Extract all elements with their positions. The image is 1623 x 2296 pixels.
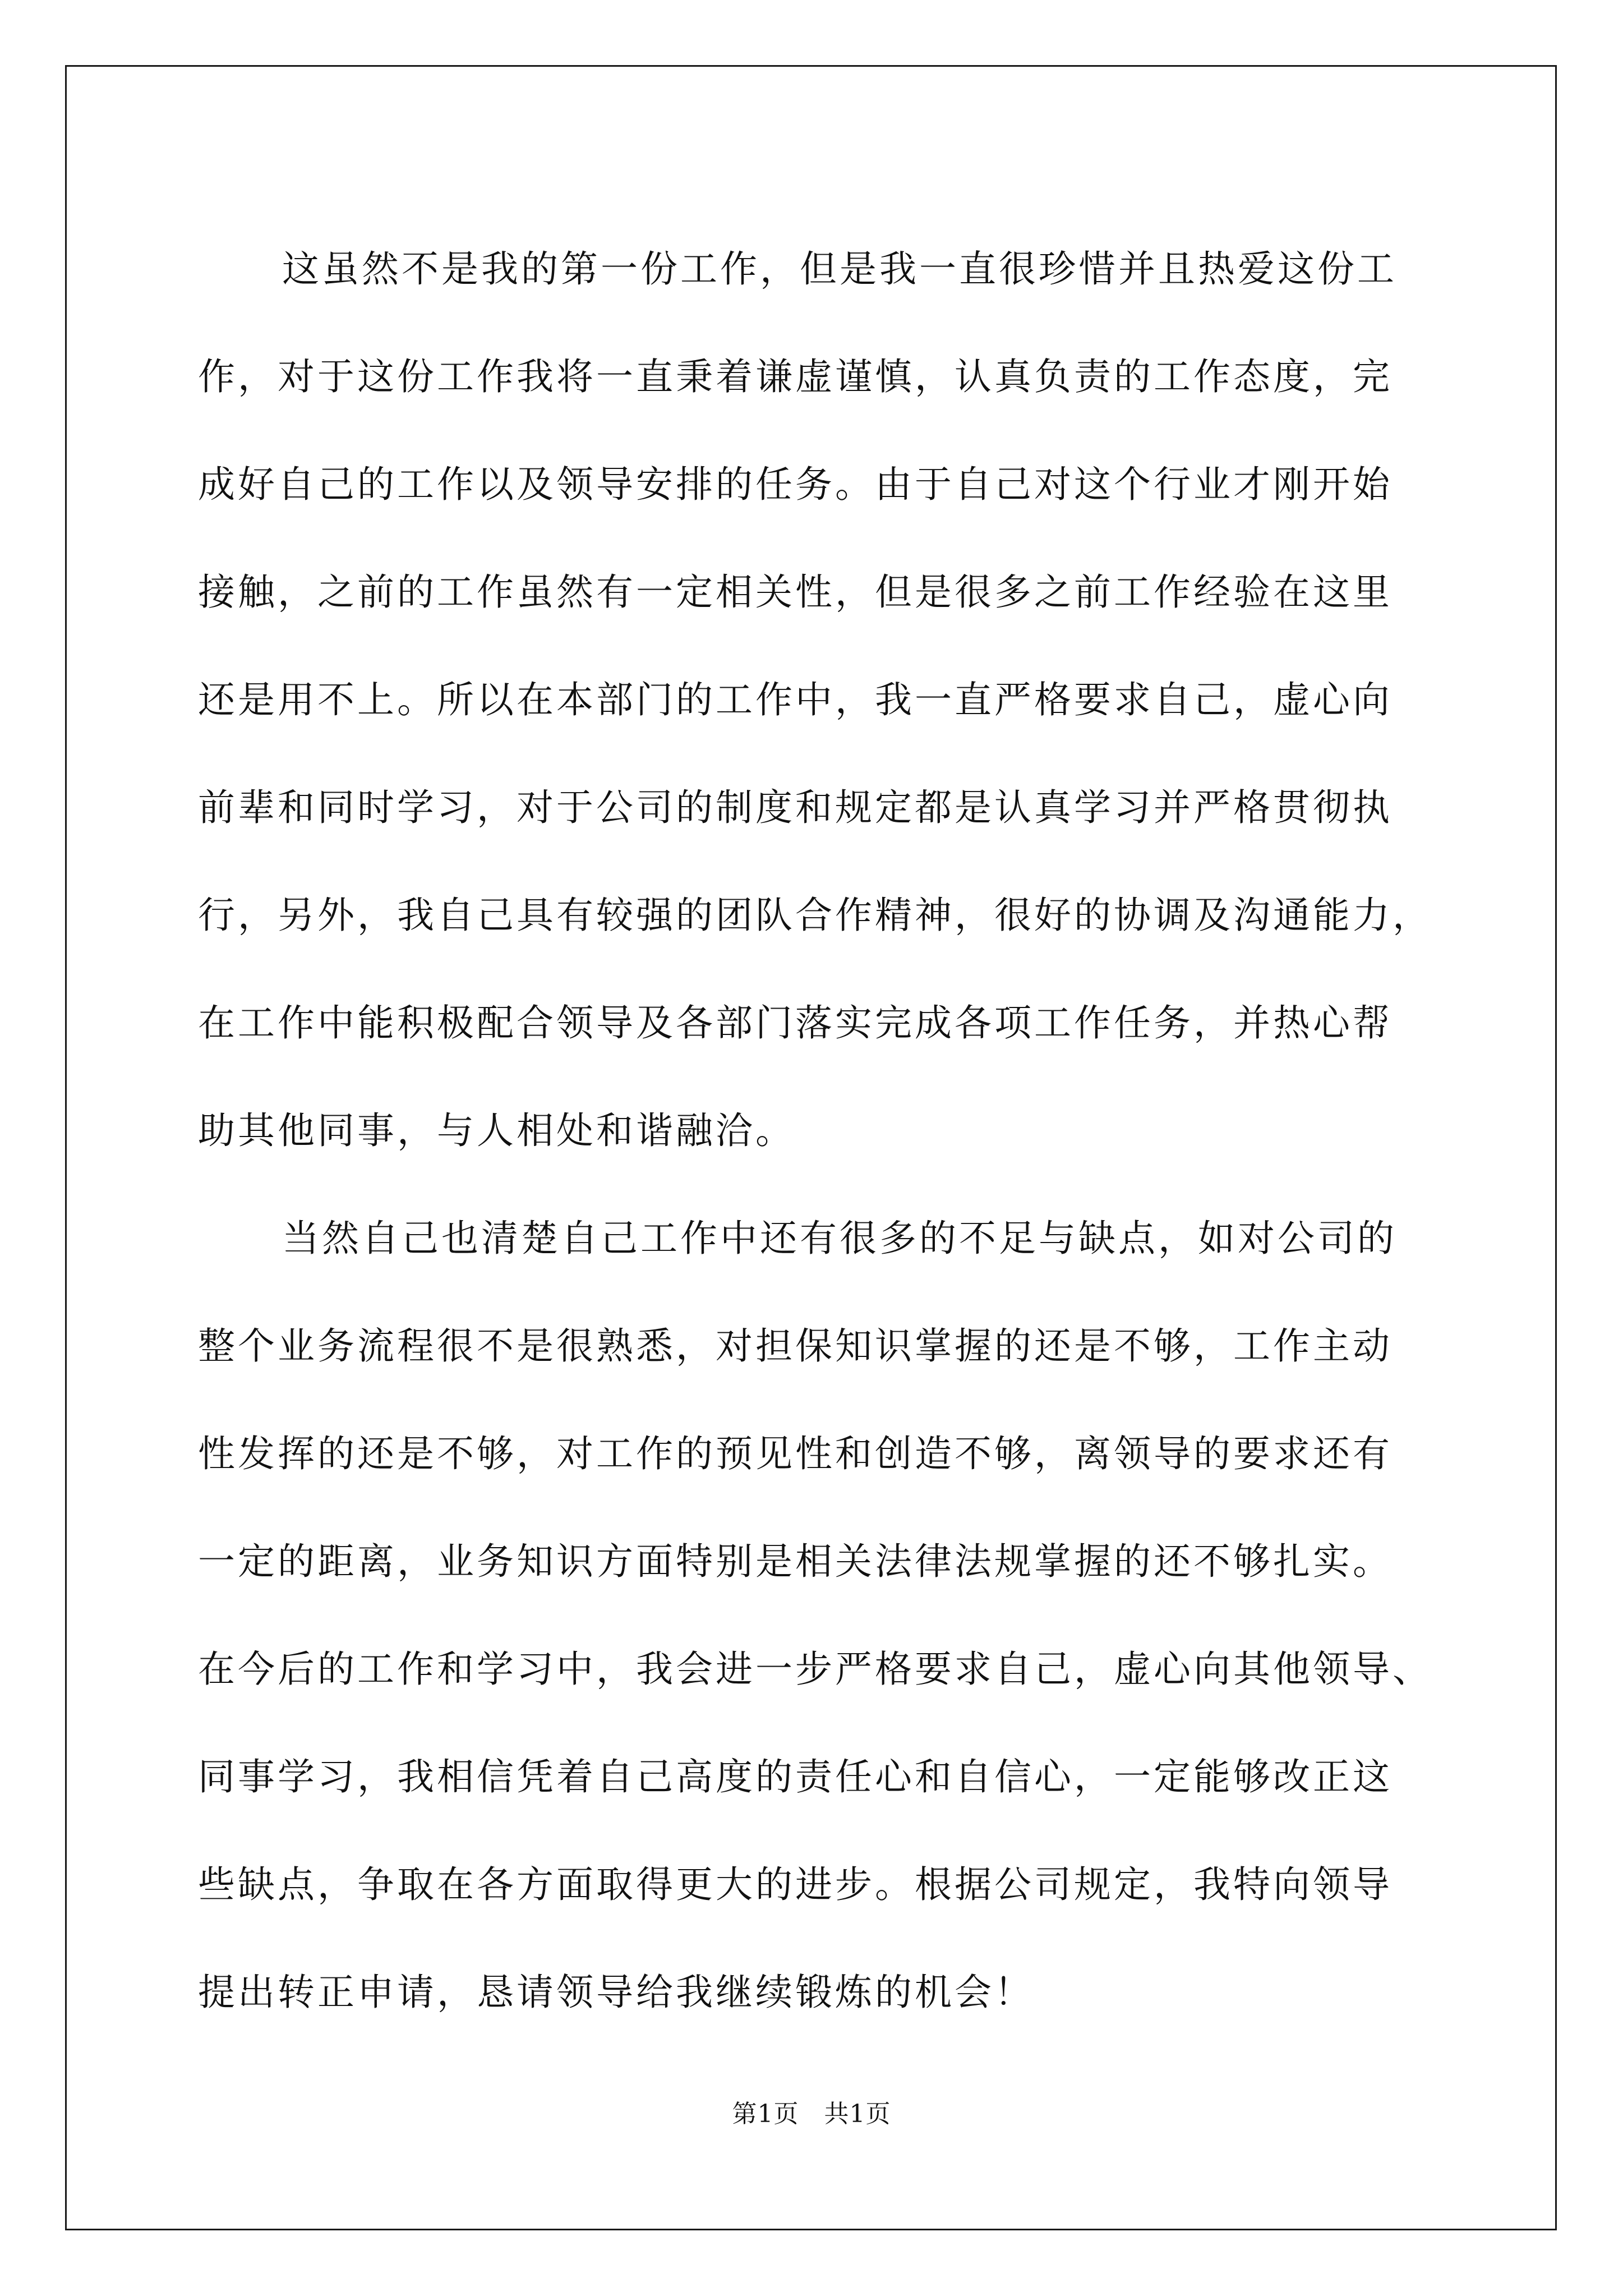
- text-line: 一定的距离，业务知识方面特别是相关法律法规掌握的还不够扎实。: [198, 1540, 1393, 1583]
- text-line: 性发挥的还是不够，对工作的预见性和创造不够，离领导的要求还有: [198, 1432, 1393, 1475]
- text-line: 这虽然不是我的第一份工作，但是我一直很珍惜并且热爱这份工: [282, 247, 1397, 291]
- text-line: 些缺点，争取在各方面取得更大的进步。根据公司规定，我特向领导: [198, 1863, 1393, 1906]
- text-line: 行，另外，我自己具有较强的团队合作精神，很好的协调及沟通能力，: [198, 894, 1432, 937]
- text-line: 作，对于这份工作我将一直秉着谦虚谨慎，认真负责的工作态度，完: [198, 355, 1393, 398]
- text-line: 助其他同事，与人相处和谐融洽。: [198, 1109, 795, 1152]
- text-line: 在工作中能积极配合领导及各部门落实完成各项工作任务，并热心帮: [198, 1001, 1393, 1045]
- paragraph-2: [198, 1185, 1435, 2046]
- paragraph-1: [198, 215, 1435, 1185]
- text-line: 当然自己也清楚自己工作中还有很多的不足与缺点，如对公司的: [282, 1217, 1397, 1260]
- text-line: 成好自己的工作以及领导安排的任务。由于自己对这个行业才刚开始: [198, 463, 1393, 506]
- text-line: 整个业务流程很不是很熟悉，对担保知识掌握的还是不够，工作主动: [198, 1324, 1393, 1368]
- text-line: 提出转正申请，恳请领导给我继续锻炼的机会！: [198, 1971, 1034, 2014]
- page-number-footer: 第1页 共1页: [732, 2100, 891, 2128]
- document-body: [198, 215, 1435, 2046]
- text-line: 还是用不上。所以在本部门的工作中，我一直严格要求自己，虚心向: [198, 678, 1393, 721]
- text-line: 在今后的工作和学习中，我会进一步严格要求自己，虚心向其他领导、: [198, 1648, 1432, 1691]
- text-line: 同事学习，我相信凭着自己高度的责任心和自信心，一定能够改正这: [198, 1755, 1393, 1798]
- text-line: 接触，之前的工作虽然有一定相关性，但是很多之前工作经验在这里: [198, 570, 1393, 614]
- text-line: 前辈和同时学习，对于公司的制度和规定都是认真学习并严格贯彻执: [198, 786, 1393, 829]
